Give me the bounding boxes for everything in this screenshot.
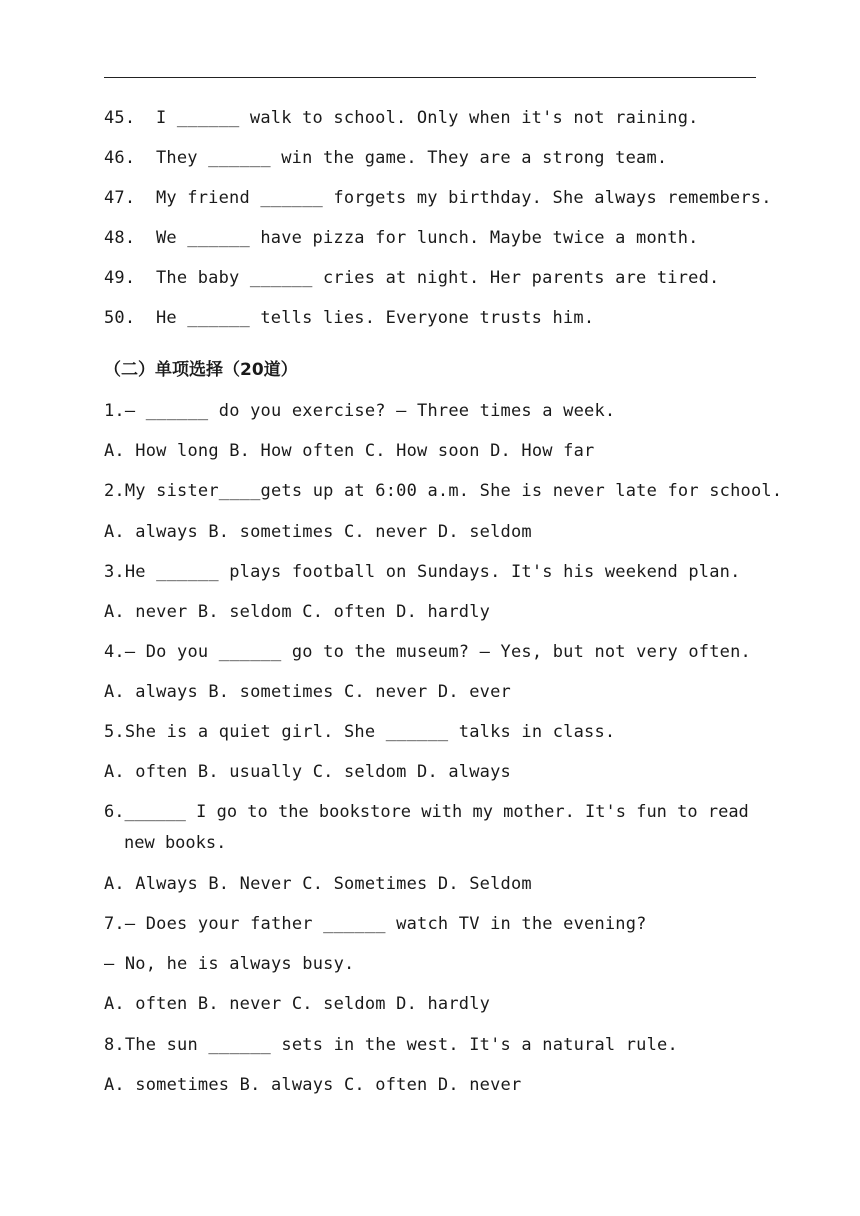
mc-options-7: A. often B. never C. seldom D. hardly [104,994,491,1014]
mc-question-2: 2.My sister____gets up at 6:00 a.m. She is never late for school. [104,481,783,501]
mc-question-3: 3.He ______ plays football on Sundays. It's his weekend plan. [104,562,741,582]
section-heading: （二）单项选择（20道） [104,360,298,380]
question-45 [104,107,699,129]
mc-options-3: A. never B. seldom C. often D. hardly [104,602,491,622]
mc-question-6: 6.______ I go to the bookstore with my mother. It's fun to read new books. [104,802,749,853]
question-text: He ______ tells lies. Everyone trusts him. [156,308,595,328]
mc-options-8: A. sometimes B. always C. often D. never [104,1075,522,1095]
mc-options-1: A. How long B. How often C. How soon D. How far [104,441,595,461]
mc-question-4: 4.— Do you ______ go to the museum? — Yes, but not very often. [104,642,751,662]
question-48 [104,227,699,249]
question-text: I ______ walk to school. Only when it's not raining. [156,108,699,128]
question-number: 50. [104,308,136,328]
mc-question-7-reply: — No, he is always busy. [104,954,355,974]
mc-question-8: 8.The sun ______ sets in the west. It's a natural rule. [104,1035,678,1055]
header-rule [104,77,756,78]
question-number: 49. [104,268,136,288]
question-47 [104,187,772,209]
mc-options-2: A. always B. sometimes C. never D. seldom [104,522,532,542]
question-46 [104,147,667,169]
mc-options-4: A. always B. sometimes C. never D. ever [104,682,511,702]
question-number: 46. [104,148,136,168]
mc-options-5: A. often B. usually C. seldom D. always [104,762,511,782]
mc-question-7: 7.— Does your father ______ watch TV in the evening? [104,914,647,934]
question-number: 47. [104,188,136,208]
mc-options-6: A. Always B. Never C. Sometimes D. Seldom [104,874,532,894]
question-number: 45. [104,108,136,128]
question-50 [104,307,594,329]
question-text: My friend ______ forgets my birthday. She always remembers. [156,188,772,208]
question-text: We ______ have pizza for lunch. Maybe twice a month. [156,228,699,248]
question-text: The baby ______ cries at night. Her parents are tired. [156,268,720,288]
question-text: They ______ win the game. They are a strong team. [156,148,668,168]
mc-question-1: 1.— ______ do you exercise? — Three times a week. [104,401,616,421]
question-number: 48. [104,228,136,248]
question-49 [104,267,719,289]
mc-question-5: 5.She is a quiet girl. She ______ talks in class. [104,722,616,742]
